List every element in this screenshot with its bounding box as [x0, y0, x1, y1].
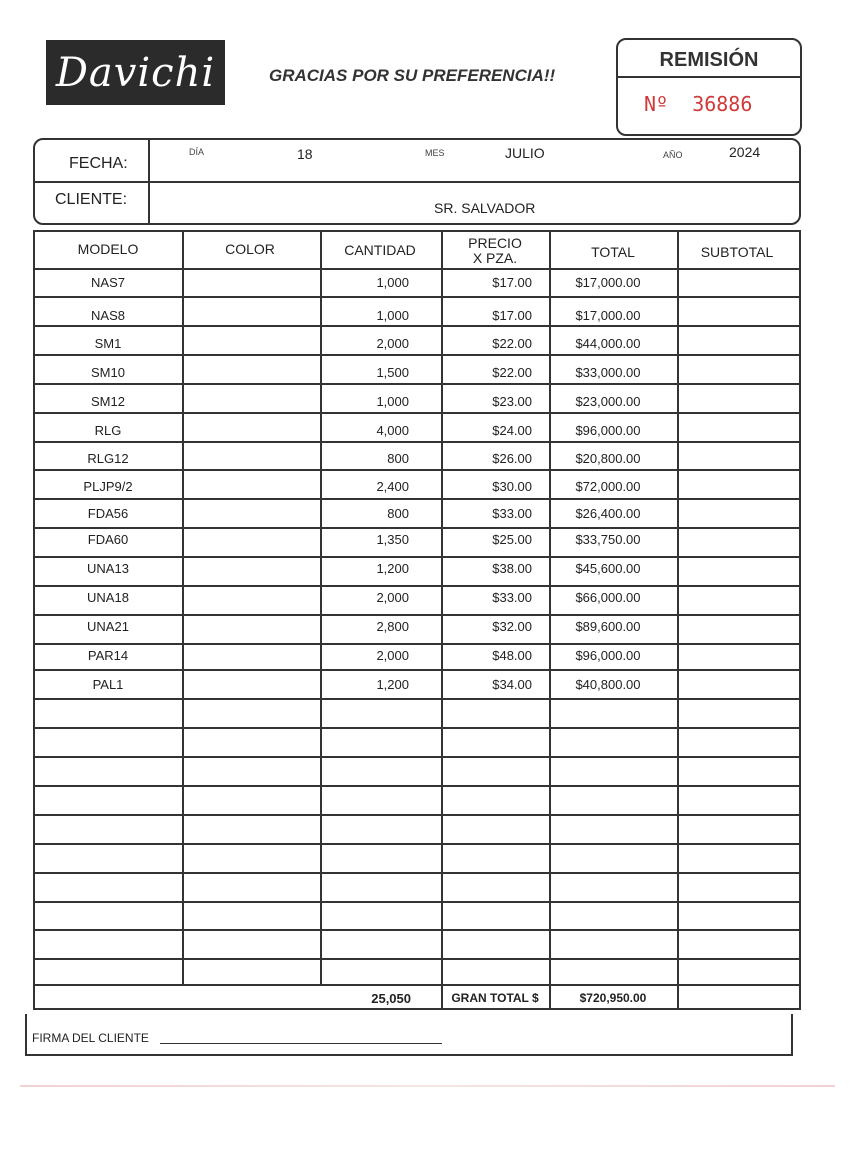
cell-color: [181, 274, 319, 292]
remision-box: [616, 38, 802, 136]
cliente-value: SR. SALVADOR: [434, 200, 536, 216]
firma-label: FIRMA DEL CLIENTE: [32, 1031, 149, 1045]
cell-precio: $33.00: [492, 590, 532, 605]
cell-modelo: PAR14: [87, 648, 129, 663]
cell-total: $17,000.00: [575, 308, 641, 323]
remision-number: [644, 92, 752, 116]
cell-color: [181, 307, 319, 325]
cell-color: [181, 450, 319, 468]
cell-modelo: RLG: [94, 423, 122, 438]
cell-cantidad: 1,200: [376, 677, 409, 692]
cell-total: $72,000.00: [575, 479, 641, 494]
cell-cantidad: 1,200: [376, 561, 409, 576]
cell-cantidad: 2,000: [376, 648, 409, 663]
cell-subtotal: [677, 393, 795, 411]
cell-color: [181, 560, 319, 578]
cell-modelo: NAS8: [91, 308, 125, 323]
cell-precio: $26.00: [492, 451, 532, 466]
cell-subtotal: [677, 589, 795, 607]
cell-color: [181, 393, 319, 411]
anio-value: 2024: [729, 144, 761, 160]
cell-precio: $30.00: [492, 479, 532, 494]
cell-precio: $34.00: [492, 677, 532, 692]
dia-label: DÍA: [189, 147, 205, 157]
cell-cantidad: 4,000: [376, 423, 409, 438]
logo-text: Davichi: [55, 49, 216, 96]
cell-total: $33,000.00: [575, 365, 641, 380]
cell-precio: $48.00: [492, 648, 532, 663]
cell-subtotal: [677, 274, 795, 292]
cell-subtotal: [677, 560, 795, 578]
cell-precio: $32.00: [492, 619, 532, 634]
number-prefix: Nº: [644, 92, 669, 116]
fecha-cliente-box: [33, 138, 801, 225]
cell-color: [181, 364, 319, 382]
cell-cantidad: 2,800: [376, 619, 409, 634]
firma-line: [160, 1043, 442, 1044]
cell-cantidad: 2,000: [376, 336, 409, 351]
cell-modelo: FDA60: [87, 532, 129, 547]
header-precio-line2: X PZA.: [472, 250, 518, 266]
cell-modelo: UNA13: [87, 561, 129, 576]
cell-color: [181, 589, 319, 607]
header-precio-line1: PRECIO: [468, 235, 522, 251]
cell-modelo: NAS7: [91, 275, 125, 290]
cell-subtotal: [677, 531, 795, 549]
cell-cantidad: 1,000: [376, 308, 409, 323]
cell-modelo: SM12: [91, 394, 125, 409]
cell-subtotal: [677, 676, 795, 694]
cell-color: [181, 505, 319, 523]
cell-modelo: FDA56: [87, 506, 129, 521]
cell-modelo: RLG12: [87, 451, 129, 466]
mes-label: MES: [425, 148, 445, 158]
cell-modelo: SM10: [91, 365, 125, 380]
header-cantidad: CANTIDAD: [344, 242, 416, 258]
cell-cantidad: 1,000: [376, 275, 409, 290]
cell-total: $89,600.00: [575, 619, 641, 634]
cell-color: [181, 647, 319, 665]
cell-total: $45,600.00: [575, 561, 641, 576]
gran-total-label: GRAN TOTAL $: [451, 991, 539, 1005]
cell-modelo: SM1: [94, 336, 122, 351]
cell-cantidad: 2,400: [376, 479, 409, 494]
cell-subtotal: [677, 647, 795, 665]
cell-cantidad: 1,000: [376, 394, 409, 409]
remision-title: REMISIÓN: [618, 40, 800, 78]
number-value: 36886: [692, 92, 753, 116]
cell-subtotal: [677, 478, 795, 496]
cell-precio: $23.00: [492, 394, 532, 409]
cell-total: $17,000.00: [575, 275, 641, 290]
header-precio: [441, 236, 549, 266]
gran-total-value: $720,950.00: [579, 991, 647, 1005]
cell-subtotal: [677, 505, 795, 523]
cell-cantidad: 1,350: [376, 532, 409, 547]
cell-subtotal: [677, 335, 795, 353]
cell-color: [181, 478, 319, 496]
cell-color: [181, 618, 319, 636]
anio-label: AÑO: [663, 150, 683, 160]
cell-total: $33,750.00: [575, 532, 641, 547]
cell-precio: $22.00: [492, 336, 532, 351]
cell-cantidad: 1,500: [376, 365, 409, 380]
cell-total: $66,000.00: [575, 590, 641, 605]
cell-precio: $22.00: [492, 365, 532, 380]
cell-subtotal: [677, 422, 795, 440]
cell-cantidad: 2,000: [376, 590, 409, 605]
cell-color: [181, 422, 319, 440]
cell-total: $26,400.00: [575, 506, 641, 521]
cell-modelo: PAL1: [92, 677, 124, 692]
cell-precio: $33.00: [492, 506, 532, 521]
mes-value: JULIO: [505, 145, 545, 161]
cell-total: $23,000.00: [575, 394, 641, 409]
cell-subtotal: [677, 450, 795, 468]
cell-precio: $38.00: [492, 561, 532, 576]
cell-precio: $25.00: [492, 532, 532, 547]
header-color: COLOR: [225, 241, 275, 257]
brand-logo: [46, 40, 225, 105]
cell-color: [181, 335, 319, 353]
cell-cantidad: 800: [387, 506, 409, 521]
cell-color: [181, 676, 319, 694]
cell-modelo: PLJP9/2: [83, 479, 133, 494]
cell-subtotal: [677, 307, 795, 325]
header-total: TOTAL: [591, 244, 635, 260]
cell-modelo: UNA21: [87, 619, 129, 634]
dia-value: 18: [297, 146, 313, 162]
scan-edge: [20, 1085, 835, 1087]
cell-precio: $24.00: [492, 423, 532, 438]
cell-subtotal: [677, 618, 795, 636]
cell-cantidad: 800: [387, 451, 409, 466]
header-modelo: MODELO: [77, 241, 139, 257]
tagline: GRACIAS POR SU PREFERENCIA!!: [269, 66, 556, 85]
header-subtotal: SUBTOTAL: [700, 244, 774, 260]
cell-total: $40,800.00: [575, 677, 641, 692]
cliente-label: CLIENTE:: [55, 191, 128, 208]
cell-total: $20,800.00: [575, 451, 641, 466]
cell-total: $96,000.00: [575, 423, 641, 438]
cantidad-total: 25,050: [371, 991, 411, 1006]
cell-total: $44,000.00: [575, 336, 641, 351]
fecha-label: FECHA:: [69, 155, 128, 172]
cell-precio: $17.00: [492, 275, 532, 290]
cell-modelo: UNA18: [87, 590, 129, 605]
cell-subtotal: [677, 364, 795, 382]
cell-precio: $17.00: [492, 308, 532, 323]
cell-total: $96,000.00: [575, 648, 641, 663]
cell-color: [181, 531, 319, 549]
